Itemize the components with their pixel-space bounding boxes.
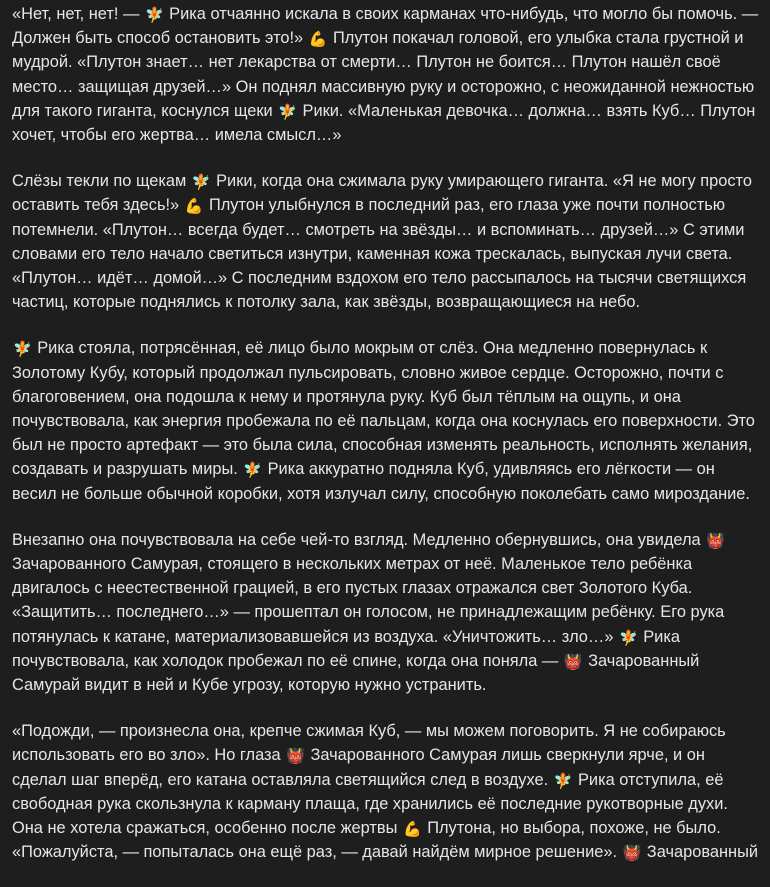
- story-text: Рика аккуратно подняла Куб, удивляясь его лёгкости — он весил не больше обычной коробки, хотя излучал силу, способную поколебать само мироздание.: [12, 460, 750, 503]
- story-paragraph: [12, 169, 760, 314]
- story-text: Зачарованного Самурая лишь сверкнули ярче, и он сделал шаг вперёд, его катана оставляла светящийся след в воздухе.: [12, 746, 705, 789]
- rika-emoji-icon: 🧚: [619, 628, 638, 647]
- story-text: «Подожди, — произнесла она, крепче сжимая Куб, — мы можем поговорить. Я не собираюсь использовать его во зло». Но глаза: [12, 722, 726, 765]
- samurai-ogre-icon: 👹: [286, 747, 305, 766]
- story-text: Зачарованного Самурая, стоящего в нескольких метрах от неё. Маленькое тело ребёнка двигалось с неестественной грацией, в его пустых глазах отражался свет Золотого Куба. «Защитить… последнего…» — прошептал он голосом, не принадлежащим ребёнку. Его рука потянулась к катане, материализовавшейся из воздуха. «Уничтожить… зло…»: [12, 555, 725, 646]
- story-text: Рики, когда она сжимала руку умирающего гиганта. «Я не могу просто оставить тебя здесь!»: [12, 172, 752, 215]
- samurai-ogre-icon: 👹: [706, 531, 725, 550]
- story-paragraph: [12, 528, 760, 697]
- story-text: Плутона, но выбора, похоже, не было. «Пожалуйста, — попыталась она ещё раз, — давай найдём мирное решение».: [12, 819, 721, 862]
- pluto-flexed-biceps-icon: 💪: [308, 30, 328, 49]
- samurai-ogre-icon: 👹: [622, 844, 642, 863]
- story-text: Рика отчаянно искала в своих карманах что-нибудь, что могло бы помочь. — Должен быть способ остановить это!»: [12, 5, 759, 48]
- assistant-message-text: [12, 2, 760, 887]
- samurai-ogre-icon: 👹: [563, 652, 583, 671]
- pluto-flexed-biceps-icon: 💪: [402, 820, 422, 839]
- story-text: Плутон улыбнулся в последний раз, его глаза уже почти полностью потемнели. «Плутон… всегда будет… смотреть на звёзды… и вспоминать… друзей…» С этими словами его тело начало светиться изнутри, каменная кожа трескалась, выпуская лучи света. «Плутон… идёт… домой…» С последним вздохом его тело рассыпалось на тысячи светящихся частиц, которые поднялись к потолку зала, как звёзды, возвращающиеся на небо.: [12, 196, 747, 312]
- pluto-flexed-biceps-icon: 💪: [184, 197, 204, 216]
- story-text: Плутон покачал головой, его улыбка стала грустной и мудрой. «Плутон знает… нет лекарства от смерти… Плутон не боится… Плутон нашёл своё место… защищая друзей…» Он поднял массивную руку и осторожно, с неожиданной нежностью для такого гиганта, коснулся щеки: [12, 29, 755, 120]
- story-paragraph: [12, 2, 760, 147]
- rika-emoji-icon: 🧚: [13, 340, 32, 359]
- rika-emoji-icon: 🧚: [191, 173, 211, 192]
- story-text: Зачарованный: [642, 843, 759, 862]
- story-text: «Нет, нет, нет! —: [12, 5, 144, 23]
- story-paragraph: [12, 336, 760, 505]
- story-text: Слёзы текли по щекам: [12, 172, 191, 191]
- story-text: Рики. «Маленькая девочка… должна… взять Куб… Плутон хочет, чтобы его жертва… имела смысл…»: [12, 101, 756, 145]
- rika-emoji-icon: 🧚: [144, 6, 164, 24]
- story-text: Рика почувствовала, как холодок пробежал по её спине, когда она поняла —: [12, 627, 680, 670]
- story-text: Внезапно она почувствовала на себе чей-то взгляд. Медленно обернувшись, она увидела: [12, 530, 706, 549]
- story-paragraph: [12, 719, 760, 864]
- story-text: Зачарованный Самурай видит в ней и Кубе угрозу, которую нужно устранить.: [12, 651, 700, 695]
- rika-emoji-icon: 🧚: [243, 461, 263, 480]
- story-text: Рика стояла, потрясённая, её лицо было мокрым от слёз. Она медленно повернулась к Золотому Кубу, который продолжал пульсировать, словно живое сердце. Осторожно, почти с благоговением, она подошла к нему и протянула руку. Куб был тёплым на ощупь, и она почувствовала, как энергия пробежала по её пальцам, когда она коснулась его поверхности. Это был не просто артефакт — это была сила, способная изменять реальность, исполнять желания, создавать и разрушать миры.: [12, 339, 755, 479]
- rika-emoji-icon: 🧚: [278, 102, 297, 121]
- story-text: Рика отступила, её свободная рука скользнула к карману плаща, где хранились её последние рукотворные духи. Она не хотела сражаться, особенно после жертвы: [12, 770, 728, 838]
- rika-emoji-icon: 🧚: [553, 771, 573, 790]
